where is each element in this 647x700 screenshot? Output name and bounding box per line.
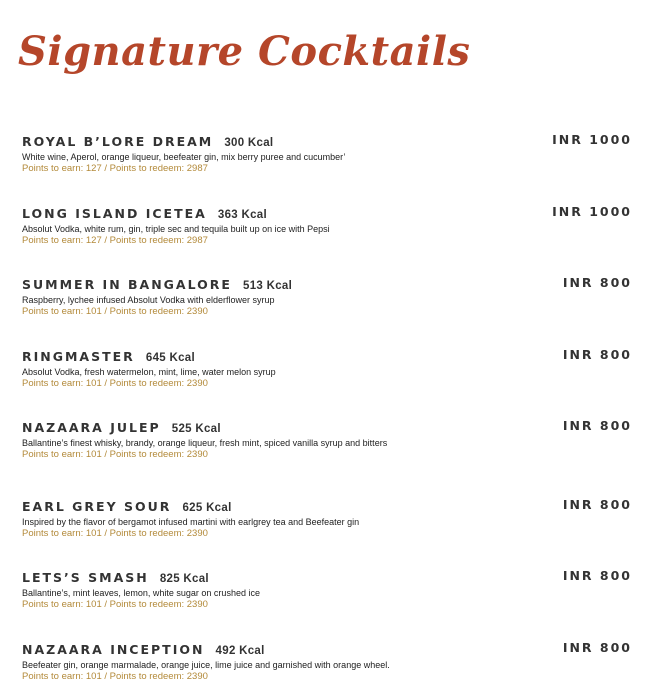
item-name: SUMMER IN BANGALORE bbox=[22, 277, 232, 292]
item-price: INR 1000 bbox=[552, 132, 632, 147]
menu-item bbox=[22, 204, 632, 247]
item-description: Ballantine’s finest whisky, brandy, orange liqueur, fresh mint, spiced vanilla syrup and bitters bbox=[22, 438, 388, 448]
item-kcal: 825 Kcal bbox=[159, 573, 209, 585]
item-name: EARL GREY SOUR bbox=[22, 499, 172, 514]
item-description: Inspired by the flavor of bergamot infused martini with earlgrey tea and Beefeater gin bbox=[22, 517, 360, 527]
item-name: RINGMASTER bbox=[22, 349, 135, 364]
item-kcal: 300 Kcal bbox=[224, 137, 274, 149]
item-points: Points to earn: 101 / Points to redeem: 2390 bbox=[22, 378, 208, 389]
item-kcal: 363 Kcal bbox=[217, 209, 267, 221]
item-points: Points to earn: 101 / Points to redeem: 2390 bbox=[22, 306, 208, 317]
item-kcal: 625 Kcal bbox=[182, 502, 232, 514]
item-kcal: 492 Kcal bbox=[215, 645, 265, 657]
menu-item bbox=[22, 418, 632, 461]
item-points: Points to earn: 101 / Points to redeem: 2390 bbox=[22, 671, 208, 682]
menu-item bbox=[22, 132, 632, 175]
menu-item bbox=[22, 497, 632, 540]
menu-title: Signature Cocktails bbox=[18, 28, 471, 75]
item-kcal: 513 Kcal bbox=[243, 280, 293, 292]
item-kcal: 645 Kcal bbox=[145, 352, 195, 364]
item-kcal: 525 Kcal bbox=[171, 423, 221, 435]
item-price: INR 800 bbox=[562, 347, 632, 362]
menu-item bbox=[22, 568, 632, 611]
item-price: INR 800 bbox=[562, 640, 632, 655]
item-description: Absolut Vodka, fresh watermelon, mint, lime, water melon syrup bbox=[22, 367, 276, 377]
item-name: ROYAL B’LORE DREAM bbox=[22, 134, 214, 149]
item-price: INR 800 bbox=[562, 418, 632, 433]
item-name: NAZAARA JULEP bbox=[22, 420, 161, 435]
item-price: INR 800 bbox=[562, 568, 632, 583]
item-description: Beefeater gin, orange marmalade, orange juice, lime juice and garnished with orange wheel. bbox=[22, 660, 390, 670]
item-description: Ballantine’s, mint leaves, lemon, white sugar on crushed ice bbox=[22, 588, 260, 598]
item-price: INR 800 bbox=[562, 497, 632, 512]
item-price: INR 1000 bbox=[552, 204, 632, 219]
item-name: NAZAARA INCEPTION bbox=[22, 642, 205, 657]
item-points: Points to earn: 101 / Points to redeem: 2390 bbox=[22, 449, 208, 460]
menu-item bbox=[22, 640, 632, 683]
item-name: LETS’S SMASH bbox=[22, 570, 149, 585]
item-description: Absolut Vodka, white rum, gin, triple sec and tequila built up on ice with Pepsi bbox=[22, 224, 330, 234]
menu-item bbox=[22, 347, 632, 390]
item-points: Points to earn: 127 / Points to redeem: 2987 bbox=[22, 235, 208, 246]
menu-item bbox=[22, 275, 632, 318]
item-description: White wine, Aperol, orange liqueur, beefeater gin, mix berry puree and cucumber’ bbox=[22, 152, 346, 162]
item-points: Points to earn: 101 / Points to redeem: 2390 bbox=[22, 528, 208, 539]
item-price: INR 800 bbox=[562, 275, 632, 290]
item-points: Points to earn: 101 / Points to redeem: 2390 bbox=[22, 599, 208, 610]
item-name: LONG ISLAND ICETEA bbox=[22, 206, 207, 221]
item-description: Raspberry, lychee infused Absolut Vodka with elderflower syrup bbox=[22, 295, 275, 305]
item-points: Points to earn: 127 / Points to redeem: 2987 bbox=[22, 163, 208, 174]
